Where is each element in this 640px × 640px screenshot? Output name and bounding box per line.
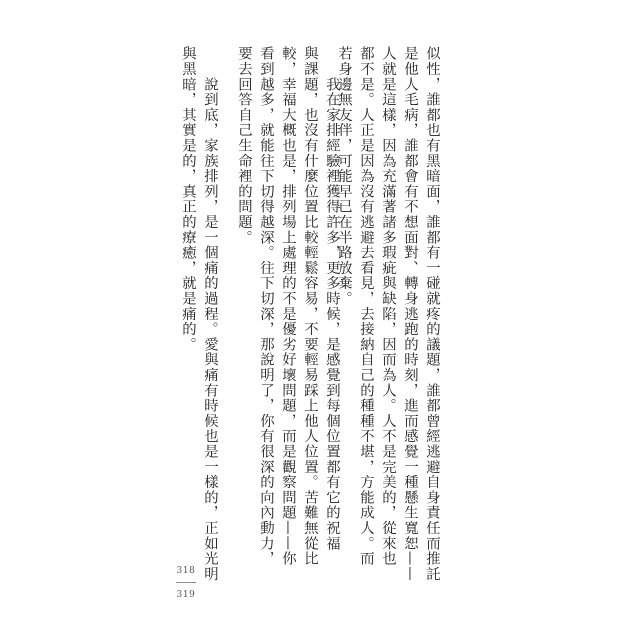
page-number-top: 318 [176,566,196,576]
text-column-5: 若身邊無友伴，可能早已在半路放棄。 [336,46,352,307]
text-column-3: 人就是這樣，因為充滿著諸多瑕疵與缺陷，因而為人。人不是完美的，從來也 [380,46,396,567]
text-column-8: 較，幸福大概也是，排列場上處理的不是優劣好壞問題，而是觀察問題——你 [280,46,296,567]
text-column-9: 看到越多，就能往下切得越深。往下切深，那說明了，你有很深的向內動力， [258,46,274,567]
text-column-12: 與黑暗，其實是的，真正的療癒，就是痛的。 [180,46,196,352]
text-column-11: 說到底，家族排列，是一個痛的過程。愛與痛有時候也是一樣的，正如光明 [202,46,218,582]
text-column-6: 我在家排經驗裡獲得許多，更多時候，是感覺到每個位置都有它的祝福 [324,46,340,551]
page-number-bottom: 319 [176,590,196,600]
page-number-divider [176,582,196,583]
text-column-7: 與課題，也沒有什麼位置比較輕鬆容易，不要輕易踩上他人位置。苦難無從比 [302,46,318,567]
text-column-4: 都不是。人正是因為沒有逃避去看見，去接納自己的種種不堪，方能成人。而 [358,46,374,567]
text-column-1: 似性，誰都也有黑暗面，誰都有一碰就疼的議題，誰都曾經逃避自身責任而推託 [424,46,440,582]
text-column-10: 要去回答自己生命裡的問題。 [236,46,252,245]
text-column-2: 是他人毛病，誰都會有不想面對、轉身逃跑的時刻，進而感覺一種懸生寬恕—— [402,46,418,582]
